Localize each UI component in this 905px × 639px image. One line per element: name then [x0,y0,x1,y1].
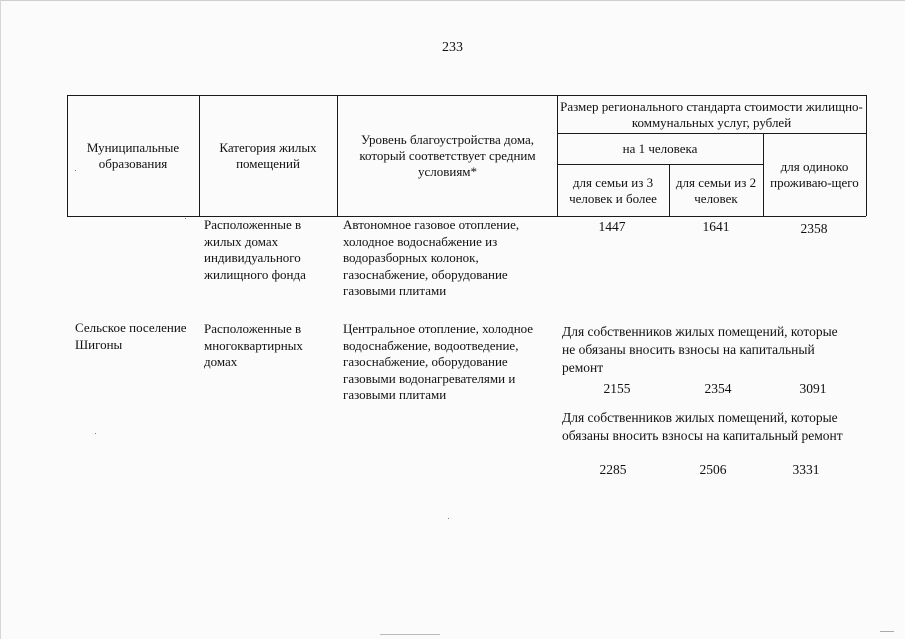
row2-group1-value-single: 3091 [799,381,827,396]
row2-group1-value-family3: 2155 [603,381,631,396]
row2-group2-label: Для собственников жилых помещений, которые обязаны вносить взносы на капитальный ремонт [562,410,843,443]
row1-level: Автономное газовое отопление, холодное водоснабжение из водоразборных колонок, газоснабжение, оборудование газовыми плитами [343,217,520,298]
row1-value-family2: 1641 [702,219,730,234]
header-family-3plus: для семьи из 3 человек и более [569,174,657,206]
header-single: для одиноко проживаю-щего [770,159,859,190]
row2-level: Центральное отопление, холодное водоснабжение, водоотведение, газоснабжение, оборудование газовыми водонагревателями и газовыми плитами [343,321,534,402]
row1-value-single: 2358 [800,221,828,236]
row2-group2-value-single: 3331 [792,462,820,477]
row2-group1-value-family2: 2354 [704,381,732,396]
scan-speck [185,218,186,219]
header-per-one-person: на 1 человека [622,141,698,156]
scan-left-edge [0,0,1,639]
scan-speck [880,631,894,632]
header-category: Категория жилых помещений [219,140,317,171]
page-number: 233 [442,40,463,55]
header-family-2: для семьи из 2 человек [675,174,757,206]
scan-speck [75,170,76,171]
scan-speck [448,518,449,519]
row2-group2-value-family3: 2285 [599,462,627,477]
row2-group2-value-family2: 2506 [699,462,727,477]
header-standard-size: Размер регионального стандарта стоимости жилищно-коммунальных услуг, рублей [560,98,863,130]
scan-top-edge [0,0,905,1]
row2-group1-label: Для собственников жилых помещений, которые не обязаны вносить взносы на капитальный ремонт [562,324,838,375]
row2-category: Расположенные в многоквартирных домах [204,321,303,369]
municipality-name: Сельское поселение Шигоны [75,320,187,352]
row1-category: Расположенные в жилых домах индивидуального жилищного фонда [204,217,306,282]
header-level: Уровень благоустройства дома, который соответствует средним условиям* [359,132,536,179]
row1-value-family3: 1447 [598,219,626,234]
scan-speck [95,433,96,434]
header-municipality: Муниципальные образования [86,140,180,171]
scan-speck [380,634,440,635]
